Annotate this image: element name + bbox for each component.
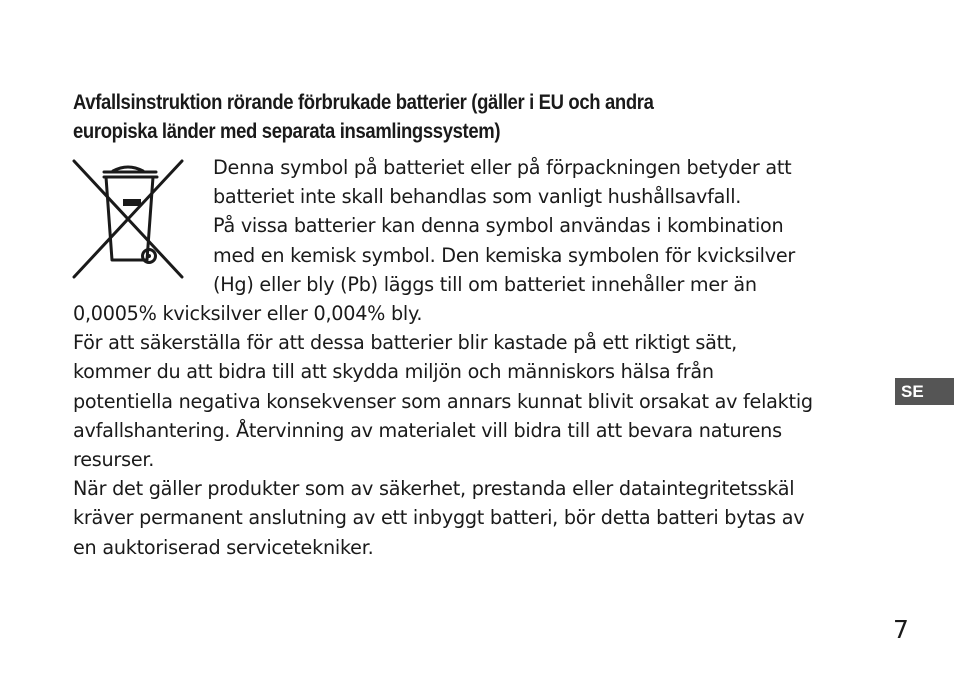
body-line: Denna symbol på batteriet eller på förpackningen betyder att <box>213 156 792 179</box>
page-number: 7 <box>893 615 909 644</box>
section-heading <box>73 88 742 146</box>
body-line: kommer du att bidra till att skydda miljön och människors hälsa från <box>73 360 714 384</box>
body-line: (Hg) eller bly (Pb) läggs till om batteriet innehåller mer än <box>213 272 757 296</box>
body-line: avfallshantering. Återvinning av materialet vill bidra till att bevara naturens <box>73 418 782 442</box>
section-heading-line-2: europiska länder med separata insamlingssystem) <box>73 120 501 143</box>
body-line: När det gäller produkter som av säkerhet, prestanda eller dataintegritetsskäl <box>73 477 795 501</box>
section-heading-line-1: Avfallsinstruktion rörande förbrukade batterier (gäller i EU och andra <box>73 91 654 114</box>
language-tab: SE <box>895 378 954 405</box>
body-line: potentiella negativa konsekvenser som annars kunnat blivit orsakat av felaktig <box>73 389 813 413</box>
body-text <box>73 153 888 562</box>
body-line: På vissa batterier kan denna symbol användas i kombination <box>213 214 784 238</box>
body-line: med en kemisk symbol. Den kemiska symbolen för kvicksilver <box>213 243 796 267</box>
body-line: en auktoriserad servicetekniker. <box>73 535 374 559</box>
body-line: 0,0005% kvicksilver eller 0,004% bly. <box>73 302 423 326</box>
body-line: resurser. <box>73 448 155 472</box>
body-line: För att säkerställa för att dessa batterier blir kastade på ett riktigt sätt, <box>73 331 738 355</box>
body-line: kräver permanent anslutning av ett inbyggt batteri, bör detta batteri bytas av <box>73 506 805 530</box>
body-line: batteriet inte skall behandlas som vanligt hushållsavfall. <box>213 185 742 209</box>
